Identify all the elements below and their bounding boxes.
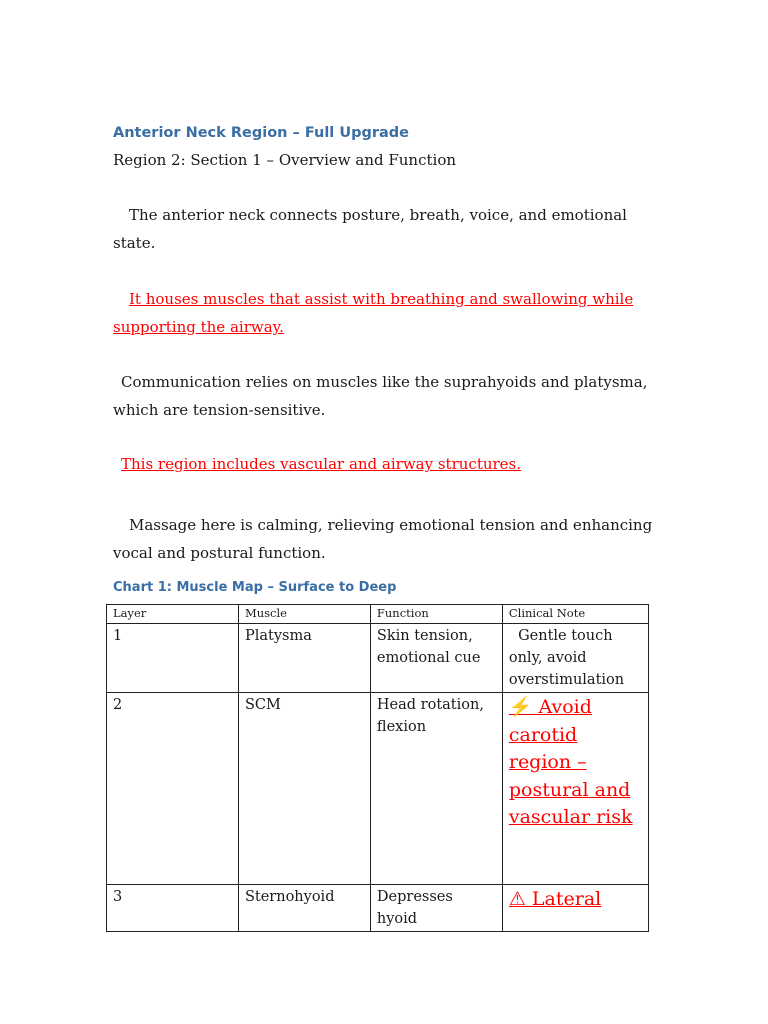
- header-layer: Layer: [107, 605, 239, 624]
- header-muscle: Muscle: [238, 605, 370, 624]
- table-row: [107, 885, 649, 932]
- cell-muscle: Platysma: [238, 624, 370, 693]
- cell-clinical-note-warning: [502, 885, 648, 932]
- cell-layer: 1: [107, 624, 239, 693]
- cell-clinical-note: Gentle touch only, avoid overstimulation: [502, 624, 648, 693]
- muscle-map-table: [106, 604, 649, 932]
- cell-clinical-note-warning: [502, 693, 648, 885]
- table-header-row: [107, 605, 649, 624]
- section-subtitle: Region 2: Section 1 – Overview and Function: [113, 151, 457, 169]
- cell-function: Depresses hyoid: [370, 885, 502, 932]
- paragraph-breathing-highlight: [113, 285, 653, 341]
- cell-layer: 3: [107, 885, 239, 932]
- paragraph-massage: Massage here is calming, relieving emotional tension and enhancing vocal and postural function.: [113, 516, 653, 562]
- cell-muscle: Sternohyoid: [238, 885, 370, 932]
- table-row: [107, 624, 649, 693]
- table-row: [107, 693, 649, 885]
- highlight-text: This region includes vascular and airway structures.: [121, 455, 522, 473]
- cell-muscle: SCM: [238, 693, 370, 885]
- warning-text: ⚠ Lateral: [508, 888, 602, 910]
- cell-layer: 2: [107, 693, 239, 885]
- highlight-text: It houses muscles that assist with breathing and swallowing while supporting the airway.: [113, 290, 634, 336]
- paragraph-posture: The anterior neck connects posture, breath, voice, and emotional state.: [113, 206, 627, 252]
- page-heading: Anterior Neck Region – Full Upgrade: [113, 125, 410, 141]
- cell-function: Head rotation, flexion: [370, 693, 502, 885]
- header-clinical-note: Clinical Note: [502, 605, 648, 624]
- cell-function: Skin tension, emotional cue: [370, 624, 502, 693]
- paragraph-vascular-highlight: [113, 450, 653, 478]
- header-function: Function: [370, 605, 502, 624]
- paragraph-communication: Communication relies on muscles like the suprahyoids and platysma, which are tension-sensitive.: [113, 373, 648, 419]
- warning-text: ⚡ Avoid carotid region – postural and vascular risk: [508, 696, 633, 828]
- chart-title: Chart 1: Muscle Map – Surface to Deep: [113, 580, 397, 595]
